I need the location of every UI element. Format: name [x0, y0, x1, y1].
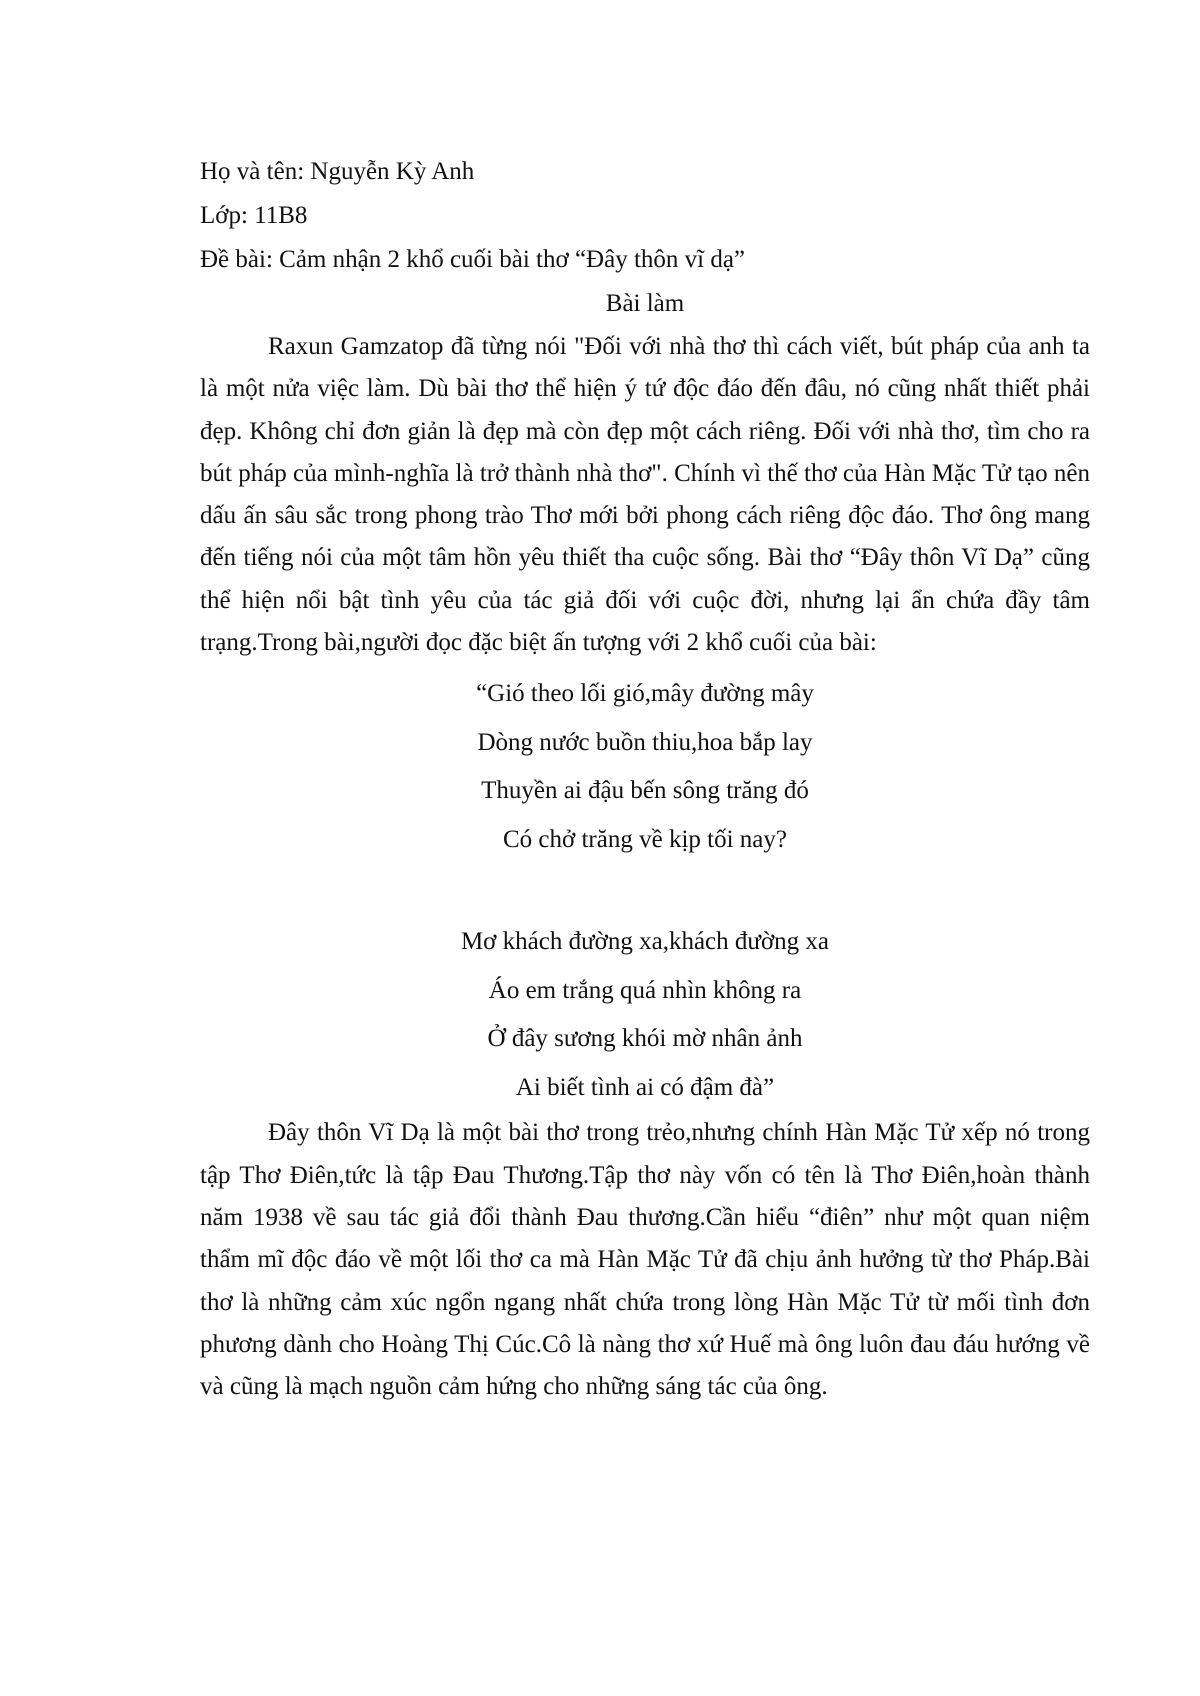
poem-line: Thuyền ai đậu bến sông trăng đó	[481, 777, 809, 805]
essay-paragraph-2: Đây thôn Vĩ Dạ là một bài thơ trong trẻo,nhưng chính Hàn Mặc Tử xếp nó trong tập Thơ Điên,tức là tập Đau Thương.Tập thơ này vốn có tên là Thơ Điên,hoàn thành năm 1938 về sau tác giả đổi thành Đau thương.Cần hiểu “điên” như một quan niệm thẩm mĩ độc đáo về một lối thơ ca mà Hàn Mặc Tử đã chịu ảnh hưởng từ thơ Pháp.Bài thơ là những cảm xúc ngổn ngang nhất chứa trong lòng Hàn Mặc Tử từ mối tình đơn phương dành cho Hoàng Thị Cúc.Cô là nàng thơ xứ Huế mà ông luôn đau đáu hướng về và cũng là mạch nguồn cảm hứng cho những sáng tác của ông.	[200, 1119, 1090, 1401]
poem-line: Ở đây sương khói mờ nhân ảnh	[487, 1025, 803, 1053]
essay-paragraph-1: Raxun Gamzatop đã từng nói "Đối với nhà thơ thì cách viết, bút pháp của anh ta là một nửa việc làm. Dù bài thơ thể hiện ý tứ độc đáo đến đâu, nó cũng nhất thiết phải đẹp. Không chỉ đơn giản là đẹp mà còn đẹp một cách riêng. Đối với nhà thơ, tìm cho ra bút pháp của mình-nghĩa là trở thành nhà thơ". Chính vì thế thơ của Hàn Mặc Tử tạo nên dấu ấn sâu sắc trong phong trào Thơ mới bởi phong cách riêng độc đáo. Thơ ông mang đến tiếng nói của một tâm hồn yêu thiết tha cuộc sống. Bài thơ “Đây thôn Vĩ Dạ” cũng thể hiện nổi bật tình yêu của tác giả đối với cuộc đời, nhưng lại ẩn chứa đầy tâm trạng.Trong bài,người đọc đặc biệt ấn tượng với 2 khổ cuối của bài:	[200, 333, 1090, 657]
poem-line: “Gió theo lối gió,mây đường mây	[476, 680, 814, 708]
poem-line: Ai biết tình ai có đậm đà”	[515, 1073, 775, 1101]
poem-stanza-1	[200, 670, 1090, 864]
stanza-spacer	[200, 864, 1090, 912]
poem-stanza-2	[200, 918, 1090, 1112]
essay-heading: Bài làm	[605, 290, 685, 317]
poem-line: Mơ khách đường xa,khách đường xa	[460, 928, 830, 956]
topic-line: Đề bài: Cảm nhận 2 khổ cuối bài thơ “Đây thôn vĩ dạ”	[200, 246, 746, 273]
poem-line: Có chở trăng về kịp tối nay?	[503, 825, 787, 853]
poem-line: Áo em trắng quá nhìn không ra	[488, 976, 802, 1004]
class-line: Lớp: 11B8	[200, 202, 308, 229]
document-body	[200, 150, 1090, 1408]
student-name-line: Họ và tên: Nguyễn Kỳ Anh	[200, 158, 475, 185]
poem-line: Dòng nước buồn thiu,hoa bắp lay	[477, 728, 813, 756]
